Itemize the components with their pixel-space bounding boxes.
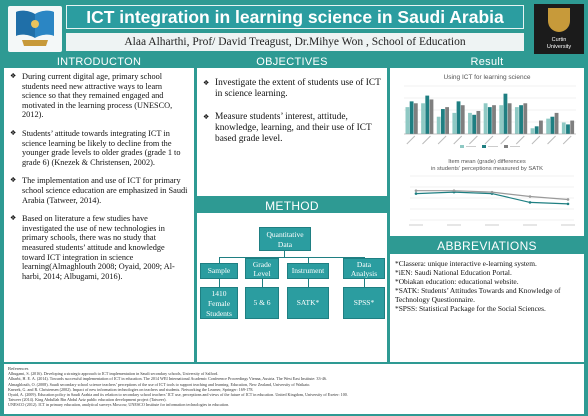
bar	[508, 103, 512, 134]
bar	[421, 103, 425, 134]
reference-item: Tatweer (2014). King Abdullah Bin Abdul Aziz public education development project (Tatweer).	[8, 397, 167, 403]
introduction-bullet: ❖ The implementation and use of ICT for primary school science education are emphasized in Saudi Arabia (Tatweer, 2014).	[10, 176, 188, 205]
objective-bullet: ❖ Measure students’ interest, attitude, knowledge, learning, and their use of ICT based grade level.	[203, 112, 372, 144]
bar	[566, 124, 570, 134]
reference-item: Albugami, S. (2016). Developing a strategic approach to ICT implementation in Saudi secondary schools, University of Salford.	[8, 371, 219, 377]
check-box-icon: ❖	[10, 72, 17, 80]
data-point	[529, 201, 532, 204]
abbreviation-item: *SPSS: Statistical Package for the Social Sciences.	[395, 304, 546, 313]
introduction-panel	[4, 68, 194, 362]
bar	[492, 105, 496, 134]
data-point	[567, 203, 570, 206]
tree-line	[219, 279, 220, 287]
logo-word-2: University	[546, 44, 572, 50]
legend-swatch	[504, 145, 508, 148]
bar	[406, 107, 410, 134]
x-tick-label	[454, 136, 462, 144]
bar	[562, 122, 566, 134]
introduction-bullet: ❖ During current digital age, primary school students need new attractive ways to learn science so that they remained engaged and motivated in the learning process (UNESCO, 2012).	[10, 72, 173, 120]
line-chart	[390, 154, 584, 234]
bar	[457, 101, 461, 134]
bar	[437, 117, 441, 134]
data-point	[415, 189, 418, 192]
abbreviations-panel	[390, 254, 584, 362]
method-branch-box: Data Analysis	[343, 258, 385, 279]
legend-swatch	[460, 145, 464, 148]
data-point	[415, 192, 418, 195]
method-branch-box: Instrument	[287, 263, 329, 279]
method-leaf-box: 1410 Female Students	[200, 287, 238, 319]
open-book-logo-icon	[8, 6, 62, 52]
data-point	[453, 189, 456, 192]
crest-icon	[548, 8, 570, 32]
university-logo-left	[8, 6, 62, 52]
introduction-bullet: ❖ Based on literature a few studies have investigated the use of new technologies in primary schools, there was no study that measured students’ attitude and knowledge toward ICT integration in science learning(Almaghlouth 2008; Oyaid, 2009; Al-harbi, 2014; Albugami, 2016).	[10, 214, 175, 281]
check-box-icon: ❖	[10, 214, 17, 223]
abbreviation-item: *iEN: Saudi National Education Portal.	[395, 268, 512, 277]
references-panel	[4, 364, 584, 414]
method-leaf-box: SPSS*	[343, 287, 385, 319]
bar	[539, 121, 543, 134]
method-heading: METHOD	[265, 199, 319, 213]
bar	[461, 105, 465, 134]
legend-swatch	[482, 145, 486, 148]
x-tick-label	[485, 136, 493, 144]
x-tick-label	[548, 136, 556, 144]
bar	[425, 96, 429, 134]
bar	[488, 107, 492, 134]
bar	[445, 107, 449, 134]
bar-chart	[390, 70, 584, 150]
data-point	[491, 191, 494, 194]
method-leaf-box: 5 & 6	[245, 287, 279, 319]
x-tick-label	[563, 136, 571, 144]
bar-chart-title: Using ICT for learning science	[443, 74, 531, 81]
poster-authors: Alaa Alharthi, Prof/ David Treagust, Dr.Mihye Won , School of Education	[66, 33, 524, 51]
bar	[452, 113, 456, 134]
method-branch-box: Grade Level	[245, 258, 279, 279]
tree-line	[262, 279, 263, 287]
bar	[430, 99, 434, 134]
bar	[484, 103, 488, 134]
line-chart-title-line2: in students’ perceptions measured by SATK	[430, 166, 544, 172]
bar	[504, 94, 508, 134]
abbreviation-item: *Classera: unique interactive e-learning system.	[395, 259, 537, 268]
x-tick-label	[501, 136, 509, 144]
bar	[414, 103, 418, 134]
reference-item: Oyaid, A. (2009). Education policy in Saudi Arabia and its relation to secondary school teachers’ ICT use, perceptions and views of the future of ICT in education. United Kingdom, University of Exeter: 100.	[8, 392, 348, 398]
bar	[555, 113, 559, 134]
method-panel	[197, 213, 387, 362]
result-panel	[390, 68, 584, 236]
bar	[468, 113, 472, 134]
check-box-icon: ❖	[203, 79, 210, 87]
x-tick-label	[532, 136, 540, 144]
x-tick-label	[422, 136, 430, 144]
check-box-icon: ❖	[10, 128, 17, 137]
result-heading: Result	[470, 56, 504, 68]
x-tick-label	[469, 136, 477, 144]
tree-line	[308, 279, 309, 287]
bar	[499, 105, 503, 134]
objectives-heading: OBJECTIVES	[256, 56, 328, 68]
bar	[441, 109, 445, 134]
bar	[531, 128, 535, 134]
x-tick-label	[516, 136, 524, 144]
bar	[535, 126, 539, 134]
data-point	[567, 198, 570, 201]
method-branch-box: Sample	[200, 263, 238, 279]
bar	[523, 103, 527, 134]
objectives-panel	[197, 68, 387, 196]
logo-word-1: Curtin	[551, 37, 567, 43]
bar	[472, 115, 476, 134]
introduction-heading: INTRODUCTON	[56, 56, 142, 68]
reference-item: UNESCO (2012). ICT in primary education, analytical surveys Moscow, UNESCO Institute for information technologies in education.	[8, 402, 230, 408]
method-leaf-box: SATK*	[287, 287, 329, 319]
reference-item: Alharbi, H. E. A. (2014). Towards successful implementation of ICT in education. The 2014 WEI International Academic Conference Proceedings Vienna, Austria. The West East Institute: 33-46.	[8, 376, 327, 382]
bar	[476, 111, 480, 134]
data-point	[529, 195, 532, 198]
objective-bullet: ❖ Investigate the extent of students use of ICT in science learning.	[203, 78, 381, 99]
bar	[515, 107, 519, 134]
bar	[570, 121, 574, 134]
x-tick-label	[438, 136, 446, 144]
bar	[550, 117, 554, 134]
method-root-box: Quantitative Data	[259, 227, 311, 251]
abbreviation-item: *SATK: Students’ Attitudes Towards and Knowledge of Technology Questionnaire.	[395, 286, 561, 304]
line-chart-title-line1: Item mean (grade) differences	[448, 159, 526, 165]
bar	[519, 105, 523, 134]
line-chart-title	[431, 159, 543, 172]
tree-line	[364, 279, 365, 287]
check-box-icon: ❖	[203, 113, 210, 121]
introduction-bullet: ❖ Students’ attitude towards integrating ICT in science learning be likely to decline from the younger grade levels to older grades (grade 1 to grade 6) (Knezek & Christensen, 2002).	[10, 128, 181, 167]
bar	[410, 101, 414, 134]
abbreviations-heading: ABBREVIATIONS	[437, 239, 537, 253]
reference-item: Knezek, G. and R. Christensen (2002). Impact of new information technologies on teachers and students. Networking the Learner, Springer: 169-178.	[8, 386, 254, 392]
references-heading: References	[8, 366, 29, 371]
abbreviation-item: *Obiakan education: educational website.	[395, 277, 519, 286]
poster-title: ICT integration in learning science in Saudi Arabia	[66, 5, 524, 29]
curtin-logo	[534, 4, 584, 54]
bar	[546, 119, 550, 134]
reference-item: Almaghlouth, O. (2008). Saudi secondary school science teachers’ perceptions of the use of ICT tools to support teaching and learning. Education, New Zealand, University of Waikato.	[8, 381, 311, 387]
check-box-icon: ❖	[10, 176, 17, 185]
x-tick-label	[407, 136, 415, 144]
